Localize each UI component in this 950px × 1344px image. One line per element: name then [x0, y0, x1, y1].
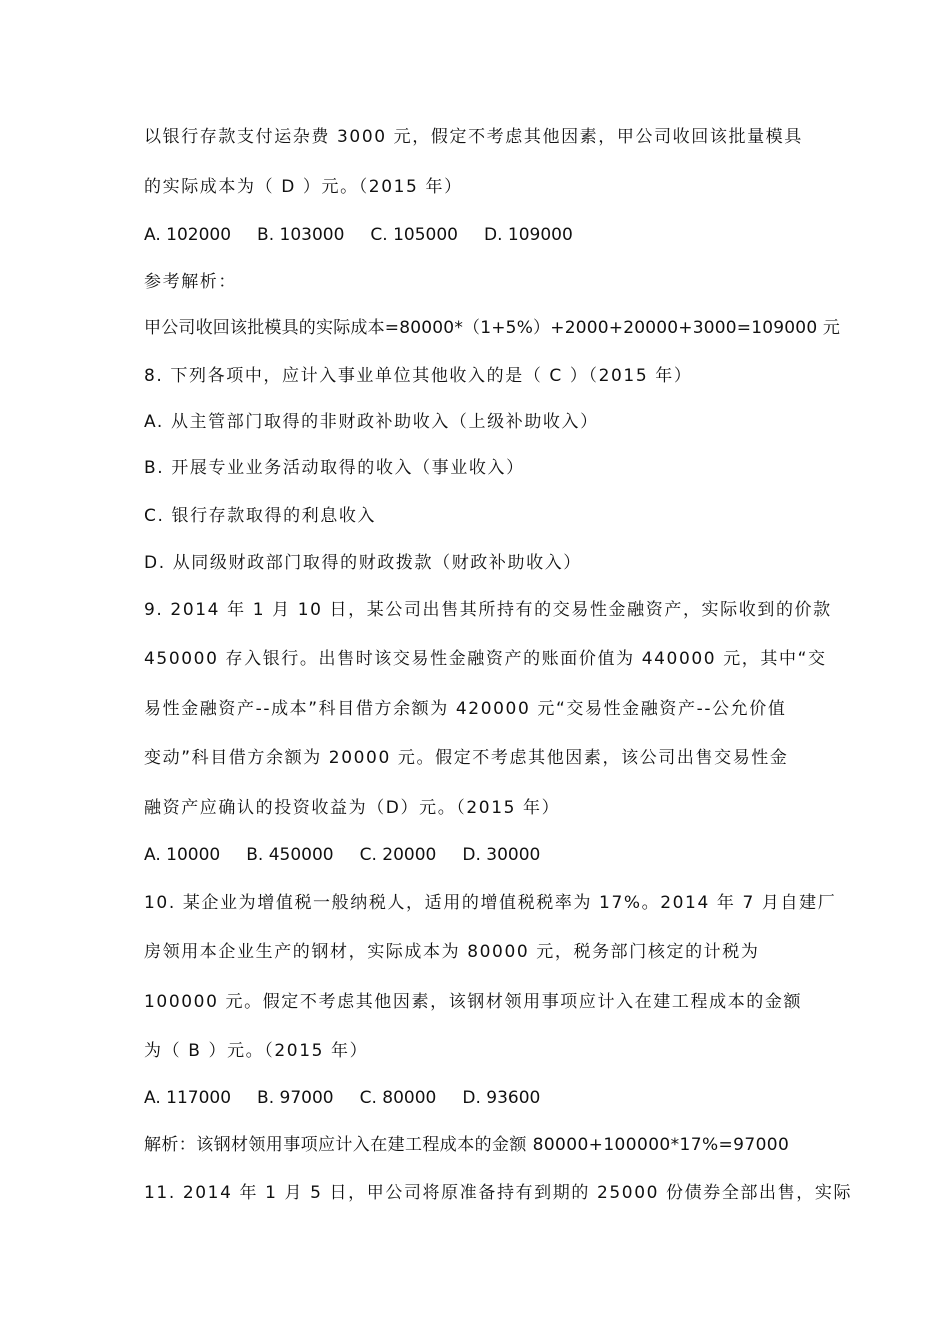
text-line: D. 从同级财政部门取得的财政拨款（财政补助收入） [144, 553, 582, 573]
options-q9 [144, 843, 566, 867]
option-d: D. 30000 [462, 845, 541, 865]
text-line: 解析：该钢材领用事项应计入在建工程成本的金额 80000+100000*17%=97000 [144, 1135, 790, 1155]
text-line: 参考解析： [144, 272, 237, 292]
option-d: D. 93600 [462, 1088, 541, 1108]
question-8: 8. 下列各项中，应计入事业单位其他收入的是（ C ）（2015 年） [144, 366, 693, 386]
text-line: 易性金融资产--成本”科目借方余额为 420000 元“交易性金融资产--公允价值 [144, 699, 787, 719]
text-line: 为（ B ）元。（2015 年） [144, 1041, 369, 1061]
option-a: A. 117000 [144, 1088, 232, 1108]
option-d: D. 109000 [484, 225, 573, 245]
question-11: 11. 2014 年 1 月 5 日，甲公司将原准备持有到期的 25000 份债券全部出售，实际 [144, 1183, 853, 1203]
text-line: 450000 存入银行。出售时该交易性金融资产的账面价值为 440000 元，其中“交 [144, 649, 827, 669]
options-q10 [144, 1086, 566, 1110]
text-line: 100000 元。假定不考虑其他因素，该钢材领用事项应计入在建工程成本的金额 [144, 992, 803, 1012]
text-line: 的实际成本为（ D ）元。（2015 年） [144, 177, 463, 197]
option-b: B. 97000 [257, 1088, 334, 1108]
text-line: 甲公司收回该批模具的实际成本=80000*（1+5%）+2000+20000+3000=109000 元 [144, 318, 841, 338]
text-line: 房领用本企业生产的钢材，实际成本为 80000 元，税务部门核定的计税为 [144, 942, 760, 962]
text-line: A. 从主管部门取得的非财政补助收入（上级补助收入） [144, 412, 599, 432]
text-line: C. 银行存款取得的利息收入 [144, 506, 377, 526]
options-q7 [144, 223, 599, 247]
option-a: A. 102000 [144, 225, 232, 245]
question-9: 9. 2014 年 1 月 10 日，某公司出售其所持有的交易性金融资产，实际收到的价款 [144, 600, 832, 620]
option-b: B. 103000 [257, 225, 345, 245]
question-10: 10. 某企业为增值税一般纳税人，适用的增值税税率为 17%。2014 年 7 月自建厂 [144, 893, 837, 913]
option-c: C. 80000 [359, 1088, 437, 1108]
text-line: B. 开展专业业务活动取得的收入（事业收入） [144, 458, 525, 478]
text-line: 融资产应确认的投资收益为（D）元。（2015 年） [144, 798, 561, 818]
option-b: B. 450000 [246, 845, 334, 865]
option-c: C. 20000 [359, 845, 437, 865]
option-c: C. 105000 [370, 225, 458, 245]
option-a: A. 10000 [144, 845, 221, 865]
text-line: 以银行存款支付运杂费 3000 元，假定不考虑其他因素，甲公司收回该批量模具 [144, 127, 803, 147]
text-line: 变动”科目借方余额为 20000 元。假定不考虑其他因素，该公司出售交易性金 [144, 748, 789, 768]
